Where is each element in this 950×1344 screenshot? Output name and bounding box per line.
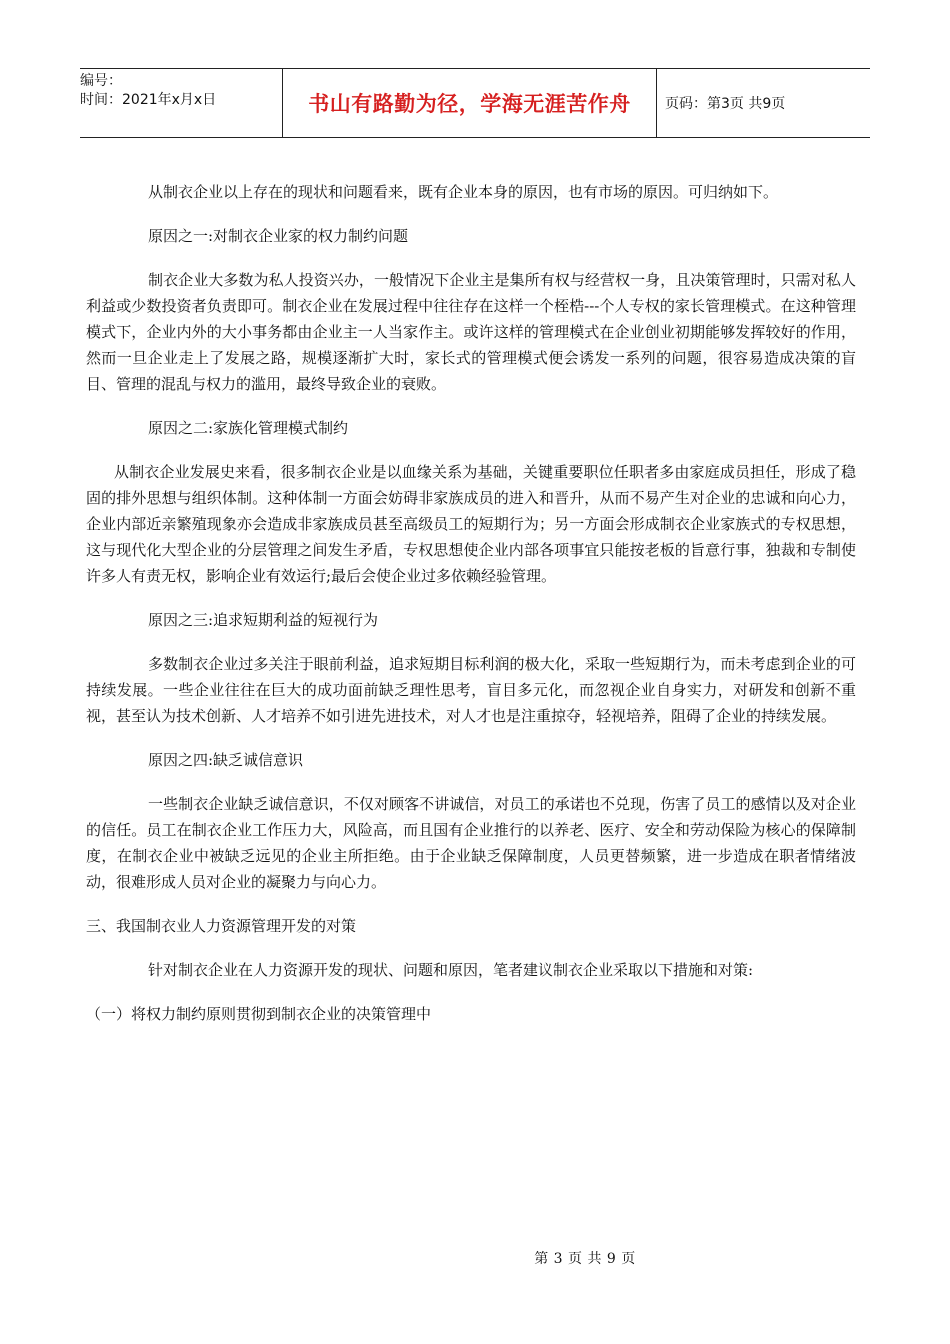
header-meta	[80, 69, 283, 137]
paragraph-reason-3: 多数制衣企业过多关注于眼前利益，追求短期目标利润的极大化，采取一些短期行为，而未考虑到企业的可持续发展。一些企业往往在巨大的成功面前缺乏理性思考，盲目多元化，而忽视企业自身实力，对研发和创新不重视，甚至认为技术创新、人才培养不如引进先进技术，对人才也是注重掠夺，轻视培养，阻碍了企业的持续发展。	[86, 655, 856, 725]
heading-reason-4: 原因之四:缺乏诚信意识	[148, 751, 304, 769]
paragraph-intro: 从制衣企业以上存在的现状和问题看来，既有企业本身的原因，也有市场的原因。可归纳如下。	[148, 183, 779, 201]
section-heading-3: 三、我国制衣业人力资源管理开发的对策	[86, 917, 357, 935]
header-page-info: 页码：第3页 共9页	[665, 96, 786, 112]
document-header	[80, 68, 870, 138]
paragraph-countermeasures: 针对制衣企业在人力资源开发的现状、问题和原因，笔者建议制衣企业采取以下措施和对策:	[148, 961, 754, 979]
header-motto: 书山有路勤为径，学海无涯苦作舟	[308, 92, 631, 116]
header-motto-cell	[283, 69, 657, 137]
header-number-label: 编号：	[80, 73, 122, 89]
paragraph-reason-2: 从制衣企业发展史来看，很多制衣企业是以血缘关系为基础，关键重要职位任职者多由家庭成员担任，形成了稳固的排外思想与组织体制。这种体制一方面会妨碍非家族成员的进入和晋升，从而不易产生对企业的忠诚和向心力，企业内部近亲繁殖现象亦会造成非家族成员甚至高级员工的短期行为；另一方面会形成制衣企业家族式的专权思想，这与现代化大型企业的分层管理之间发生矛盾，专权思想使企业内部各项事宜只能按老板的旨意行事，独裁和专制使许多人有责无权，影响企业有效运行;最后会使企业过多依赖经验管理。	[86, 463, 856, 585]
heading-reason-2: 原因之二:家族化管理模式制约	[148, 419, 349, 437]
document-body	[86, 179, 856, 1027]
heading-reason-1: 原因之一:对制衣企业家的权力制约问题	[148, 227, 409, 245]
header-time-label: 时间：2021年x月x日	[80, 92, 217, 108]
heading-reason-3: 原因之三:追求短期利益的短视行为	[148, 611, 379, 629]
paragraph-reason-1: 制衣企业大多数为私人投资兴办，一般情况下企业主是集所有权与经营权一身，且决策管理时，只需对私人利益或少数投资者负责即可。制衣企业在发展过程中往往存在这样一个桎梏---个人专权的家长管理模式。在这种管理模式下，企业内外的大小事务都由企业主一人当家作主。或许这样的管理模式在企业创业初期能够发挥较好的作用，然而一旦企业走上了发展之路，规模逐渐扩大时，家长式的管理模式便会诱发一系列的问题，很容易造成决策的盲目、管理的混乱与权力的滥用，最终导致企业的衰败。	[86, 271, 856, 393]
subsection-heading-1: （一）将权力制约原则贯彻到制衣企业的决策管理中	[86, 1005, 432, 1023]
page-footer: 第 3 页 共 9 页	[534, 1251, 636, 1267]
paragraph-reason-4: 一些制衣企业缺乏诚信意识，不仅对顾客不讲诚信，对员工的承诺也不兑现，伤害了员工的感情以及对企业的信任。员工在制衣企业工作压力大，风险高，而且国有企业推行的以养老、医疗、安全和劳动保险为核心的保障制度，在制衣企业中被缺乏远见的企业主所拒绝。由于企业缺乏保障制度，人员更替频繁，进一步造成在职者情绪波动，很难形成人员对企业的凝聚力与向心力。	[86, 795, 856, 891]
